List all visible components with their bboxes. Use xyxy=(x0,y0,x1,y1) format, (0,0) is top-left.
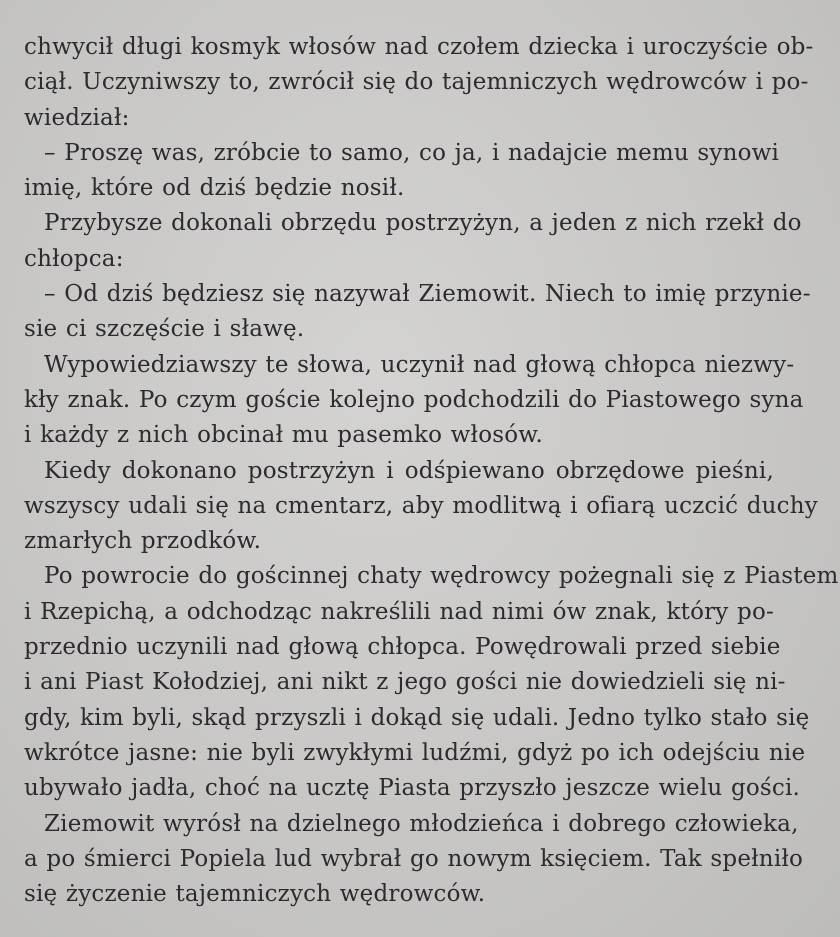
text-line: wiedział: xyxy=(24,104,130,131)
text-line: się życzenie tajemniczych wędrowców. xyxy=(24,881,486,908)
text-line: – Proszę was, zróbcie to samo, co ja, i nadajcie memu synowi xyxy=(44,139,780,166)
text-line: i każdy z nich obcinał mu pasemko włosów. xyxy=(24,422,543,449)
text-line: Przybysze dokonali obrzędu postrzyżyn, a jeden z nich rzekł do xyxy=(44,210,802,237)
text-line: sie ci szczęście i sławę. xyxy=(24,316,305,343)
text-line: zmarłych przodków. xyxy=(24,528,262,555)
text-line: imię, które od dziś będzie nosił. xyxy=(24,175,405,202)
text-line: kły znak. Po czym goście kolejno podchodzili do Piastowego syna xyxy=(24,386,804,413)
text-line: wkrótce jasne: nie byli zwykłymi ludźmi, gdyż po ich odejściu nie xyxy=(24,739,806,766)
text-line: a po śmierci Popiela lud wybrał go nowym księciem. Tak spełniło xyxy=(24,845,804,872)
text-line: i ani Piast Kołodziej, ani nikt z jego gości nie dowiedzieli się ni- xyxy=(24,669,786,696)
text-line: chłopca: xyxy=(24,245,124,272)
book-page-text xyxy=(24,30,839,912)
text-line: ubywało jadła, choć na ucztę Piasta przyszło jeszcze wielu gości. xyxy=(24,775,801,802)
text-line: wszyscy udali się na cmentarz, aby modlitwą i ofiarą uczcić duchy xyxy=(24,492,818,519)
text-line: Po powrocie do gościnnej chaty wędrowcy pożegnali się z Piastem xyxy=(44,563,839,590)
text-line: i Rzepichą, a odchodząc nakreślili nad nimi ów znak, który po- xyxy=(24,598,774,625)
text-line: ciął. Uczyniwszy to, zwrócił się do tajemniczych wędrowców i po- xyxy=(24,69,809,96)
text-line: Ziemowit wyrósł na dzielnego młodzieńca i dobrego człowieka, xyxy=(44,810,799,837)
text-line: przednio uczynili nad głową chłopca. Powędrowali przed siebie xyxy=(24,634,781,661)
text-line: Wypowiedziawszy te słowa, uczynił nad głową chłopca niezwy- xyxy=(44,351,795,378)
text-line: Kiedy dokonano postrzyżyn i odśpiewano obrzędowe pieśni, xyxy=(44,457,774,484)
text-line: chwycił długi kosmyk włosów nad czołem dziecka i uroczyście ob- xyxy=(24,34,814,60)
text-line: gdy, kim byli, skąd przyszli i dokąd się udali. Jedno tylko stało się xyxy=(24,704,810,731)
text-line: – Od dziś będziesz się nazywał Ziemowit. Niech to imię przynie- xyxy=(44,281,811,308)
